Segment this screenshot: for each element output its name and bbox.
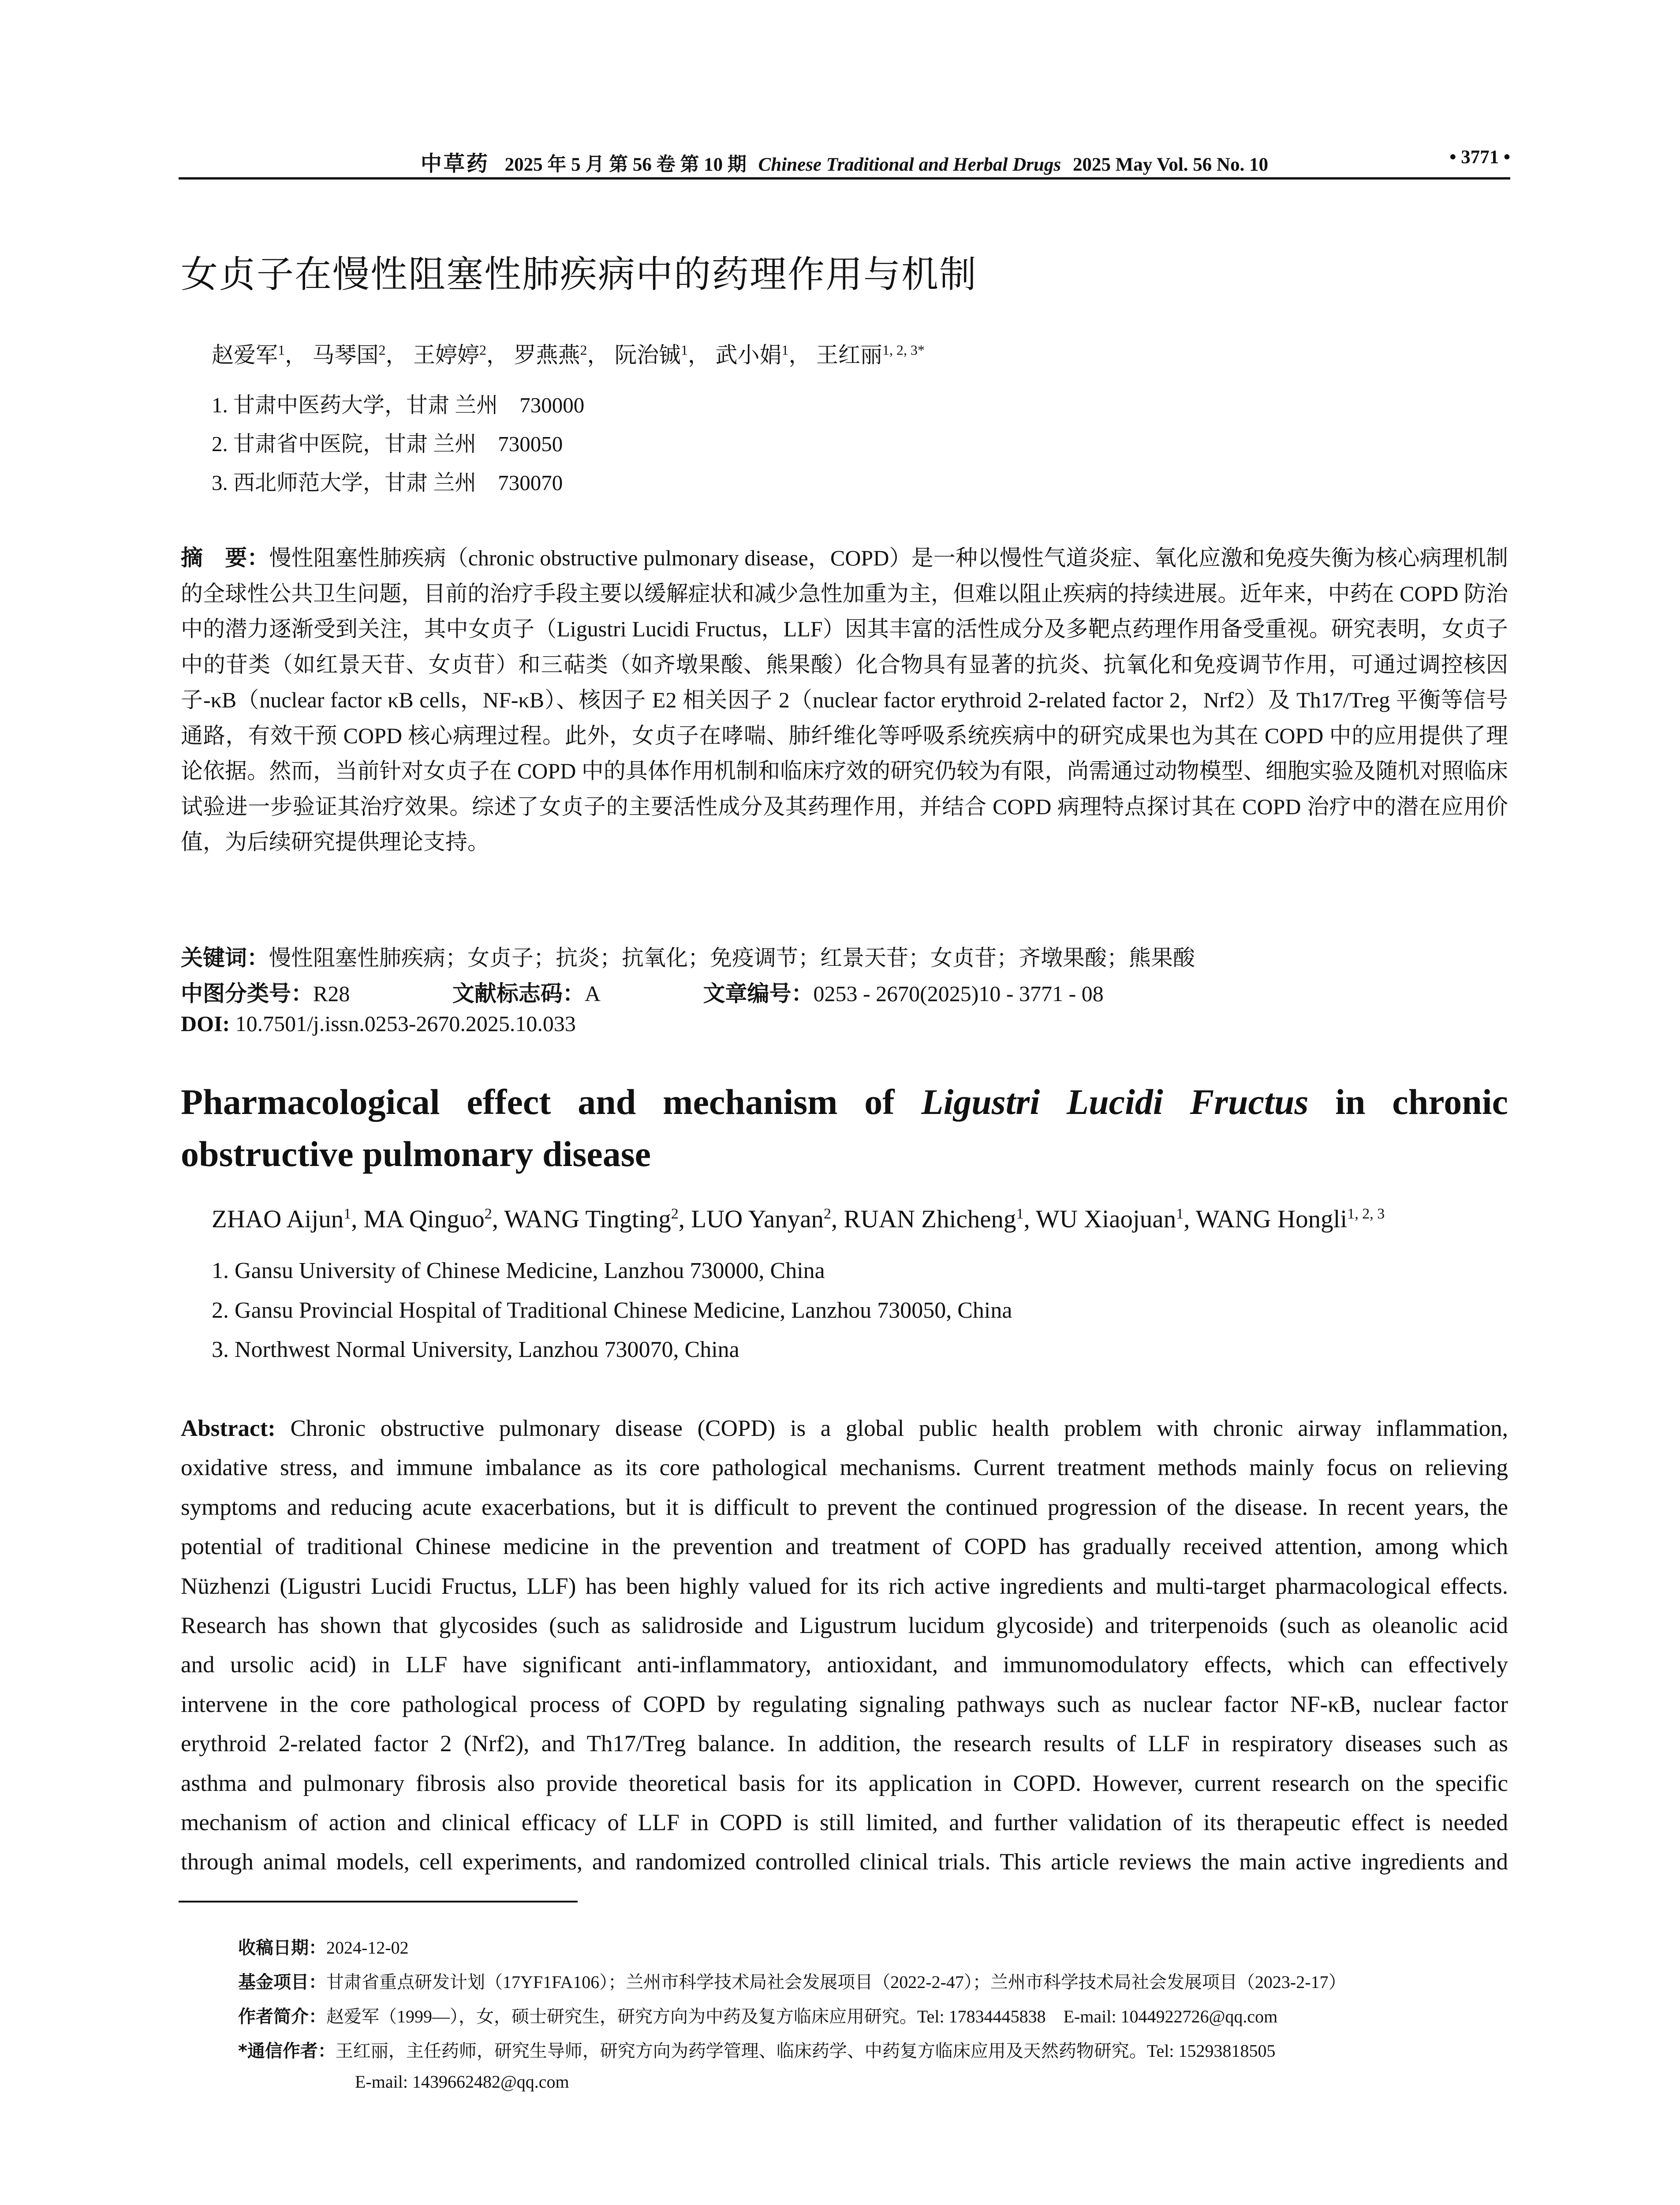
author-en: RUAN Zhicheng — [844, 1205, 1016, 1233]
header-journal-line — [179, 146, 1510, 177]
abstract-en-line: intervene in the core pathological process of COPD by regulating signaling pathways such as nuclear factor NF-κB, nuclear factor — [181, 1691, 1508, 1717]
affiliation-zh: 3. 西北师范大学，甘肃 兰州 730070 — [212, 471, 563, 495]
abstract-en-line-text: Chronic obstructive pulmonary disease (COPD) is a global public health problem with chronic airway inflammation, — [290, 1416, 1508, 1441]
author-en: WANG Hongli — [1195, 1205, 1348, 1233]
doi-label: DOI: — [181, 1011, 230, 1036]
abstract-en — [181, 1409, 1508, 1882]
author-en-sup: 2 — [484, 1206, 492, 1222]
corresponding-email[interactable]: E-mail: 1439662482@qq.com — [355, 2072, 569, 2092]
keywords-zh — [181, 940, 1195, 972]
author-zh-sup: 1 — [278, 342, 285, 358]
footnote-fund — [238, 1968, 1346, 1993]
footnote-received — [238, 1934, 409, 1959]
doi-line — [181, 1011, 576, 1036]
keywords-zh-text: 慢性阻塞性肺疾病；女贞子；抗炎；抗氧化；免疫调节；红景天苷；女贞苷；齐墩果酸；熊果酸 — [269, 946, 1195, 970]
affiliation-zh: 1. 甘肃中医药大学，甘肃 兰州 730000 — [212, 393, 585, 417]
abstract-en-line: through animal models, cell experiments, and randomized controlled clinical trials. This article reviews the main active ingredients and — [181, 1849, 1508, 1875]
title-en-italic: Ligustri Lucidi Fructus — [921, 1082, 1309, 1122]
author-en-sup: 1 — [1016, 1206, 1024, 1222]
author-zh: 王红丽 — [816, 343, 882, 367]
author-zh-sup: 2 — [378, 342, 386, 358]
author-zh-sup: 2 — [580, 342, 587, 358]
title-zh: 女贞子在慢性阻塞性肺疾病中的药理作用与机制 — [181, 253, 978, 296]
affiliation-en: 1. Gansu University of Chinese Medicine, Lanzhou 730000, China — [212, 1258, 825, 1283]
fund-label: 基金项目： — [238, 1972, 326, 1992]
received-label: 收稿日期： — [238, 1938, 326, 1958]
author-zh-sup: 1, 2, 3* — [882, 342, 925, 358]
author-en-sup: 2 — [824, 1206, 832, 1222]
affiliation-zh: 2. 甘肃省中医院，甘肃 兰州 730050 — [212, 432, 563, 456]
corresponding-label: *通信作者： — [238, 2041, 336, 2061]
authors-zh: 赵爱军$^1$， 马琴国$^2$， 王婷婷$^2$， 罗燕燕$^2$， 阮治铖$^1$， 武小娟$^1$， 王红丽$^{1, 2, 3*}$ — [212, 342, 925, 367]
abstract-en-line: Research has shown that glycosides (such as salidroside and Ligustrum lucidum glycoside) and triterpenoids (such as oleanolic acid — [181, 1612, 1508, 1638]
journal-name-cn: 中草药 — [420, 151, 489, 176]
title-en-part1: Pharmacological effect and mechanism of — [181, 1082, 895, 1122]
received-date: 2024-12-02 — [326, 1938, 409, 1958]
article-number-value: 0253 - 2670(2025)10 - 3771 - 08 — [813, 981, 1104, 1006]
issue-cn: 2025 年 5 月 第 56 卷 第 10 期 — [504, 154, 747, 175]
author-zh-sup: 1 — [781, 342, 789, 358]
footnote-corresponding — [238, 2037, 1276, 2062]
affiliation-en: 3. Northwest Normal University, Lanzhou 730070, China — [212, 1337, 739, 1362]
title-en — [181, 1076, 1508, 1180]
affiliation-en: 2. Gansu Provincial Hospital of Traditional Chinese Medicine, Lanzhou 730050, China — [212, 1298, 1012, 1323]
abstract-en-line: symptoms and reducing acute exacerbations, but it is difficult to prevent the continued progression of the disease. In recent years, the — [181, 1494, 1508, 1520]
abstract-zh-label: 摘 要： — [181, 545, 269, 571]
footnote-author — [238, 2003, 1277, 2028]
author-en-sup: 1 — [343, 1206, 351, 1222]
author-zh: 王婷婷 — [413, 343, 479, 367]
author-en: WU Xiaojuan — [1036, 1205, 1176, 1233]
abstract-en-line: oxidative stress, and immune imbalance as its core pathological mechanisms. Current treatment methods mainly focus on relieving — [181, 1455, 1508, 1481]
corresponding-text: 王红丽，主任药师，研究生导师，研究方向为药学管理、临床药学、中药复方临床应用及天然药物研究。Tel: 15293818505 — [335, 2041, 1276, 2061]
abstract-zh — [181, 540, 1508, 860]
abstract-en-line: asthma and pulmonary fibrosis also provide theoretical basis for its application in COPD. However, current research on the specific — [181, 1770, 1508, 1796]
author-zh: 赵爱军 — [212, 343, 278, 367]
author-en-sup: 2 — [671, 1206, 679, 1222]
abstract-en-line: mechanism of action and clinical efficacy of LLF in COPD is still limited, and further validation of its therapeutic effect is needed — [181, 1809, 1508, 1835]
keywords-zh-label: 关键词： — [181, 945, 269, 971]
page-number: • 3771 • — [1449, 147, 1510, 168]
author-zh-sup: 1 — [681, 342, 688, 358]
author-en-sup: 1 — [1176, 1206, 1184, 1222]
author-en: MA Qinguo — [363, 1205, 485, 1233]
author-zh: 罗燕燕 — [514, 343, 580, 367]
abstract-en-label: Abstract: — [181, 1416, 276, 1441]
author-en: LUO Yanyan — [691, 1205, 824, 1233]
abstract-en-line — [181, 1409, 1508, 1448]
abstract-zh-text: 慢性阻塞性肺疾病（chronic obstructive pulmonary disease，COPD）是一种以慢性气道炎症、氧化应激和免疫失衡为核心病理机制的全球性公共卫生问题，目前的治疗手段主要以缓解症状和减少急性加重为主，但难以阻止疾病的持续进展。近年来，中药在 COPD 防治中的潜力逐渐受到关注，其中女贞子（Ligustri Lucidi Fructus，LLF）因其丰富的活性成分及多靶点药理作用备受重视。研究表明，女贞子中的苷类（如红景天苷、女贞苷）和三萜类（如齐墩果酸、熊果酸）化合物具有显著的抗炎、抗氧化和免疫调节作用，可通过调控核因子-κB（nuclear factor κB cells，NF-κB）、核因子 E2 相关因子 2（nuclear factor erythroid 2-related factor 2，Nrf2）及 Th17/Treg 平衡等信号通路，有效干预 COPD 核心病理过程。此外，女贞子在哮喘、肺纤维化等呼吸系统疾病中的研究成果也为其在 COPD 中的应用提供了理论依据。然而，当前针对女贞子在 COPD 中的具体作用机制和临床疗效的研究仍较为有限，尚需通过动物模型、细胞实验及随机对照临床试验进一步验证其治疗效果。综述了女贞子的主要活性成分及其药理作用，并结合 COPD 病理特点探讨其在 COPD 治疗中的潜在应用价值，为后续研究提供理论支持。 — [181, 546, 1508, 854]
abstract-en-line: and ursolic acid) in LLF have significant anti-inflammatory, antioxidant, and immunomodulatory effects, which can effectively — [181, 1652, 1508, 1678]
author-en: WANG Tingting — [504, 1205, 671, 1233]
author-zh: 马琴国 — [312, 343, 379, 367]
doc-code-value: A — [584, 981, 601, 1006]
issue-en: 2025 May Vol. 56 No. 10 — [1072, 154, 1269, 175]
article-number-label: 文章编号： — [703, 981, 814, 1006]
author-bio-text: 赵爱军（1999—），女，硕士研究生，研究方向为中药及复方临床应用研究。Tel: 17834445838 E-mail: 1044922726@qq.com — [326, 2007, 1278, 2026]
doi-value[interactable]: 10.7501/j.issn.0253-2670.2025.10.033 — [235, 1011, 576, 1036]
author-en-sup: 1, 2, 3 — [1347, 1206, 1385, 1222]
title-en-part2: in chronic obstructive pulmonary disease — [181, 1082, 1508, 1174]
clc-label: 中图分类号： — [181, 981, 313, 1006]
journal-name-en: Chinese Traditional and Herbal Drugs — [758, 154, 1061, 175]
running-header — [179, 142, 1510, 179]
author-zh-sup: 2 — [479, 342, 486, 358]
author-zh: 阮治铖 — [615, 343, 681, 367]
doc-code-label: 文献标志码： — [452, 981, 585, 1006]
abstract-en-line: potential of traditional Chinese medicine in the prevention and treatment of COPD has gradually received attention, among which — [181, 1534, 1508, 1560]
fund-text: 甘肃省重点研发计划（17YF1FA106）；兰州市科学技术局社会发展项目（2022-2-47）；兰州市科学技术局社会发展项目（2023-2-17） — [326, 1972, 1346, 1992]
authors-en: ZHAO Aijun$^1$, MA Qinguo$^2$, WANG Tingting$^2$, LUO Yanyan$^2$, RUAN Zhicheng$^1$, WU Xiaojuan$^1$, WANG Hongli$^{1, 2, 3}$ — [212, 1205, 1385, 1233]
author-bio-label: 作者简介： — [238, 2007, 326, 2027]
classification-line — [181, 976, 1104, 1008]
footnote-rule — [179, 1901, 578, 1902]
author-zh: 武小娟 — [715, 343, 782, 367]
author-en: ZHAO Aijun — [212, 1205, 344, 1233]
clc-value: R28 — [313, 981, 350, 1006]
abstract-en-line: erythroid 2-related factor 2 (Nrf2), and Th17/Treg balance. In addition, the research results of LLF in respiratory diseases such as — [181, 1731, 1508, 1757]
abstract-en-line: Nüzhenzi (Ligustri Lucidi Fructus, LLF) has been highly valued for its rich active ingredients and multi-target pharmacological effects. — [181, 1573, 1508, 1599]
